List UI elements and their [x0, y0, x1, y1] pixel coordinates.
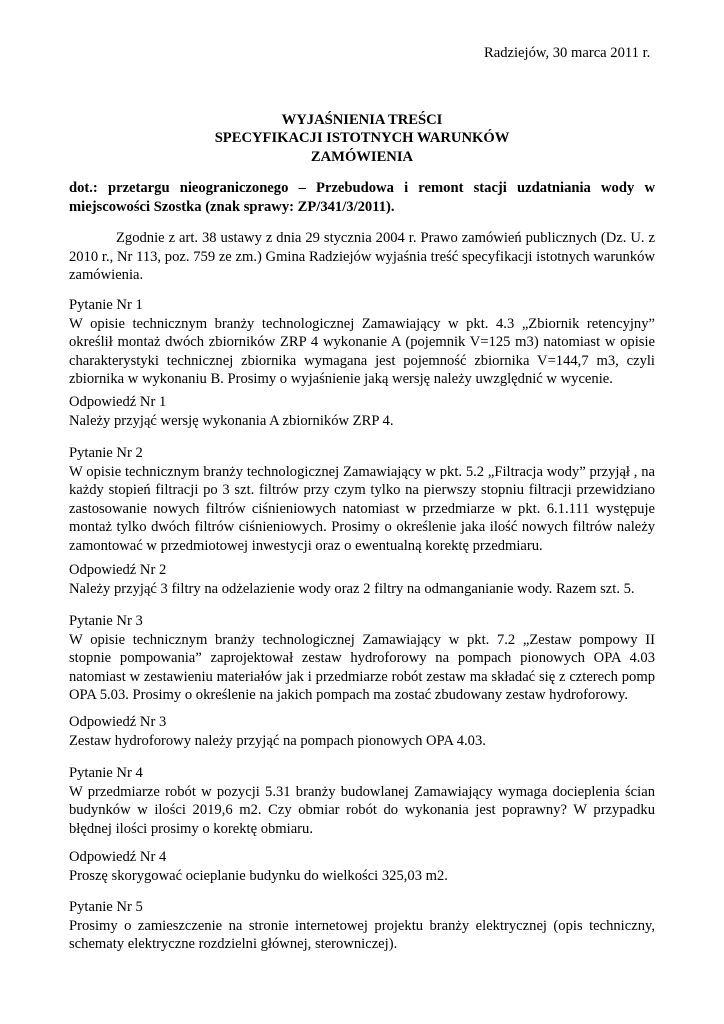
question-2 [69, 444, 655, 556]
question-1 [69, 296, 655, 389]
question-3-text: W opisie technicznym branży technologicznej Zamawiający w pkt. 7.2 „Zestaw pompowy II stopnie pompowania” zaprojektował zestaw hydroforowy na pompach pionowych OPA 4.03 natomiast w zestawieniu materiałów jak i przedmiarze robót zestaw ma składać się z czterech pomp OPA 5.03. Prosimy o określenie na jakich pompach ma zostać zbudowany zestaw hydroforowy. [69, 631, 655, 704]
intro-paragraph: Zgodnie z art. 38 ustawy z dnia 29 stycznia 2004 r. Prawo zamówień publicznych (Dz. U. z 2010 r., Nr 113, poz. 759 ze zm.) Gmina Radziejów wyjaśnia treść specyfikacji istotnych warunków zamówienia. [69, 230, 655, 284]
answer-1-heading: Odpowiedź Nr 1 [69, 394, 167, 410]
answer-2-heading: Odpowiedź Nr 2 [69, 562, 167, 578]
question-4-text: W przedmiarze robót w pozycji 5.31 branży budowlanej Zamawiający wymaga docieplenia ścian budynków w ilości 2019,6 m2. Czy obmiar robót do wykonania jest poprawny? W przypadku błędnej ilości prosimy o korektę obmiaru. [69, 783, 655, 837]
title-line-2: SPECYFIKACJI ISTOTNYCH WARUNKÓW [214, 130, 510, 147]
question-1-heading: Pytanie Nr 1 [69, 297, 143, 313]
answer-4-text: Proszę skorygować ocieplanie budynku do wielkości 325,03 m2. [69, 867, 448, 884]
question-4 [69, 764, 655, 838]
answer-4-heading: Odpowiedź Nr 4 [69, 849, 167, 865]
question-5 [69, 898, 655, 954]
answer-3-heading: Odpowiedź Nr 3 [69, 714, 167, 730]
answer-1 [69, 393, 655, 430]
subject-line: dot.: przetargu nieograniczonego – Przebudowa i remont stacji uzdatniania wody w miejscowości Szostka (znak sprawy: ZP/341/3/2011). [69, 180, 655, 215]
question-1-text: W opisie technicznym branży technologicznej Zamawiający w pkt. 4.3 „Zbiornik retencyjny” określił montaż dwóch zbiorników ZRP 4 wykonanie A (pojemnik V=125 m3) natomiast w opisie charakterystyki technicznej zbiornika wymagana jest pojemność zbiornika V=144,7 m3, czyli zbiornika w wykonaniu B. Prosimy o wyjaśnienie jaką wersję należy uwzględnić w wycenie. [69, 315, 655, 388]
answer-4 [69, 848, 655, 885]
answer-3-text: Zestaw hydroforowy należy przyjąć na pompach pionowych OPA 4.03. [69, 732, 486, 749]
question-3-heading: Pytanie Nr 3 [69, 613, 143, 629]
document-title [69, 111, 655, 166]
question-5-text: Prosimy o zamieszczenie na stronie internetowej projektu branży elektrycznej (opis techniczny, schematy elektryczne rozdzielni głównej, sterowniczej). [69, 917, 655, 953]
answer-2-text: Należy przyjąć 3 filtry na odżelazienie wody oraz 2 filtry na odmanganianie wody. Razem szt. 5. [69, 580, 635, 597]
question-2-text: W opisie technicznym branży technologicznej Zamawiający w pkt. 5.2 „Filtracja wody” przyjął , na każdy stopień filtracji po 3 szt. filtrów przy czym tylko na pierwszy stopniu filtracji przewidziano zastosowanie nowych filtrów ciśnieniowych natomiast w przedmiarze w pkt. 6.1.111 występuje montaż tylko dwóch filtrów ciśnieniowych. Prosimy o określenie jaka ilość nowych filtrów należy zamontować w przedmiotowej inwestycji oraz o ewentualną korektę przedmiaru. [69, 463, 655, 554]
answer-3 [69, 713, 655, 750]
answer-1-text: Należy przyjąć wersję wykonania A zbiorników ZRP 4. [69, 412, 394, 429]
document-date: Radziejów, 30 marca 2011 r. [484, 45, 651, 61]
answer-2 [69, 561, 655, 598]
question-3 [69, 612, 655, 705]
title-line-1: WYJAŚNIENIA TREŚCI [281, 112, 443, 128]
question-4-heading: Pytanie Nr 4 [69, 765, 143, 781]
question-5-heading: Pytanie Nr 5 [69, 899, 143, 915]
title-line-3: ZAMÓWIENIA [310, 148, 414, 165]
question-2-heading: Pytanie Nr 2 [69, 445, 143, 461]
